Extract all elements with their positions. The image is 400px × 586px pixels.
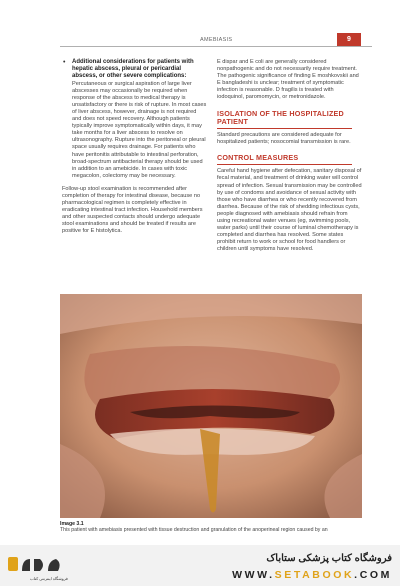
left-column — [62, 59, 207, 236]
figure-label: Image 3.1 — [60, 521, 84, 527]
bullet-title: Additional considerations for patients with hepatic abscess, pleural or pericardial abscess, or other severe complications: — [72, 59, 194, 80]
header-rule — [60, 46, 372, 47]
intro-paragraph: E dispar and E coli are generally considered nonpathogenic and do not necessarily require treatment. The pathogenic significance of finding E moshkovskii and E bangladeshi is unclear; treatment of symptomatic infection is reasonable. D fragilis is treated with iodoquinol, paromomycin, or metronidazole. — [217, 59, 359, 101]
url-prefix: WWW. — [232, 569, 275, 581]
store-url[interactable] — [232, 569, 392, 581]
bullet-dot-icon: • — [63, 59, 66, 66]
store-name: فروشگاه کتاب پزشکی ستاباک — [266, 553, 392, 564]
clinical-photo — [60, 294, 362, 518]
section-rule — [217, 128, 352, 129]
section-heading-control: CONTROL MEASURES — [217, 153, 299, 163]
control-paragraph: Careful hand hygiene after defecation, sanitary disposal of fecal material, and treatment of drinking water will control spread of infection. Sexual transmission may be controlled by use of condoms and avoidance of sexual activity with those who have diarrhea or who recently recovered from diarrhea. Because of the risk of shedding infectious cysts, people diagnosed with amebiasis should refrain from using recreational water venues (eg, swimming pools, water parks) until their course of luminal chemotherapy is completed and diarrhea has resolved. Some states prohibit return to work or school for food handlers or children until symptoms have resolved. — [217, 168, 362, 253]
figure-caption — [60, 521, 362, 534]
figure-caption-text: This patient with amebiasis presented with tissue destruction and granulation of the anoperineal region caused by an — [60, 527, 328, 534]
url-suffix: .COM — [354, 569, 392, 581]
url-brand: SETABOOK — [274, 569, 355, 581]
section-heading-isolation: ISOLATION OF THE HOSPITALIZED PATIENT — [217, 108, 344, 126]
right-column — [217, 59, 362, 253]
bullet-body: Percutaneous or surgical aspiration of large liver abscesses may occasionally be required when response of the abscess to medical therapy is unsatisfactory or there is risk of rupture. In most cases of liver abscess, however, drainage is not required and does not speed recovery. Although patients typically improve symptomatically within days, it may take months for a liver abscess to resolve on ultrasonography. Rupture into the peritoneal or pleural space usually requires drainage. For patients who have peritonitis attributable to intestinal perforation, broad-spectrum antibacterial therapy should be used in addition to an amebicide. In cases with toxic megacolon, colectomy may be necessary. — [72, 80, 207, 179]
page-number: 9 — [337, 33, 361, 47]
running-head: AMEBIASIS — [200, 37, 233, 43]
followup-paragraph: Follow-up stool examination is recommended after completion of therapy for intestinal disease, because no pharmacological regimen is completely effective in eradicating intestinal tract infection. Household members and other suspected contacts should undergo adequate stool examinations and should be treated if results are positive for E histolytica. — [62, 185, 203, 235]
logo-subtitle: فروشگاه اینترنتی کتاب — [30, 576, 68, 581]
bullet-item — [62, 59, 207, 180]
page-header — [0, 0, 400, 46]
clinical-photo-graphic — [60, 294, 362, 518]
section-rule — [217, 164, 352, 165]
store-footer-banner — [0, 545, 400, 586]
isolation-paragraph: Standard precautions are considered adequate for hospitalized patients; nosocomial transmission is rare. — [217, 131, 351, 146]
